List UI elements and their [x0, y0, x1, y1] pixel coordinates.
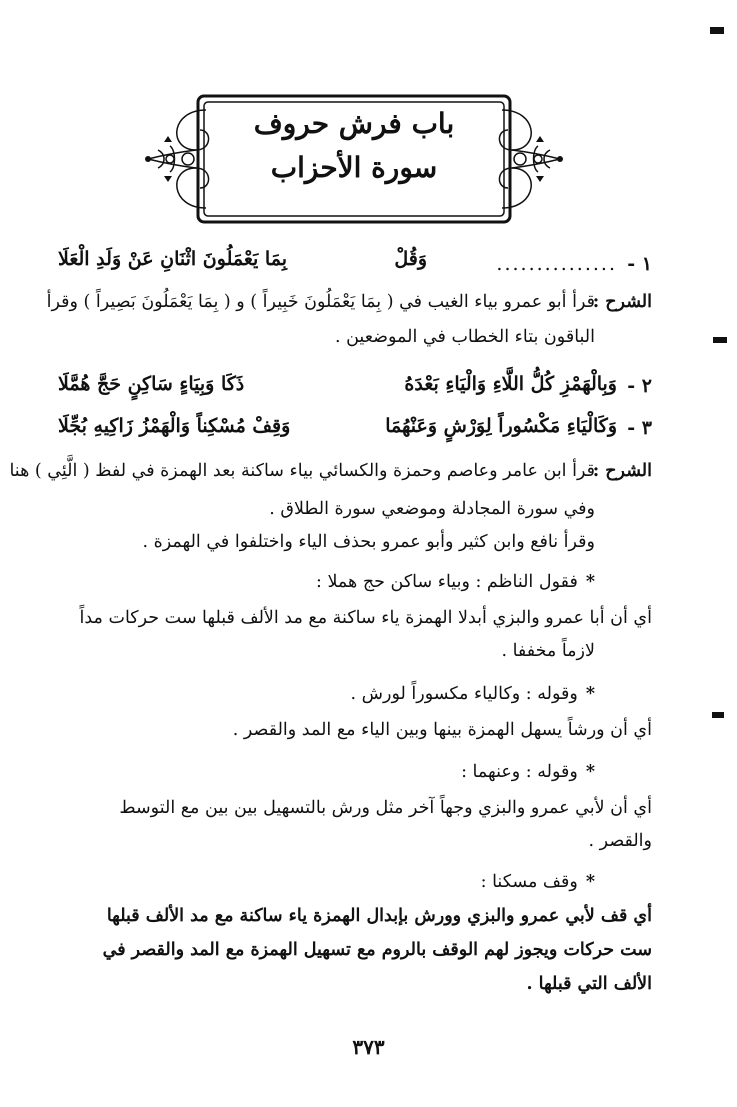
commentary-line: قرأ أبو عمرو بياء الغيب في ( بِمَا يَعْمَلُونَ خَبِيراً ) و ( بِمَا يَعْمَلُونَ بَصِيراً ) وقرأ: [46, 292, 595, 312]
bullet-star-icon: *: [585, 872, 595, 892]
note-heading: [351, 679, 595, 710]
verse-second-half: ذَكَا وَبِيَاءٍ سَاكِنٍ حَجَّ هُمَّلَا: [58, 373, 245, 395]
note-body-line: الألف التي قبلها .: [526, 974, 652, 994]
bullet-star-icon: *: [585, 572, 595, 592]
note-body-line: والقصر .: [588, 831, 652, 851]
edge-mark-top: [710, 27, 724, 34]
verse-number: ٣ -: [627, 417, 652, 439]
note-body-line: لازماً مخففا .: [501, 641, 595, 661]
verse-second-half: وَقِفْ مُسْكِناً وَالْهَمْزُ زَاكِيهِ بُجِّلَا: [58, 415, 291, 437]
edge-mark-middle: [713, 337, 727, 343]
verse-first-half: وَكَالْيَاءِ مَكْسُوراً لِوَرْشٍ وَعَنْهُمَا: [385, 415, 617, 437]
note-heading: [461, 757, 595, 788]
note-body-line: أي أن أبا عمرو والبزي أبدلا الهمزة ياء ساكنة مع مد الألف قبلها ست حركات مداً: [79, 608, 652, 628]
bullet-star-icon: *: [585, 684, 595, 704]
commentary-line: وقرأ نافع وابن كثير وأبو عمرو بحذف الياء واختلفوا في الهمزة .: [142, 532, 595, 552]
note-body-line: أي قف لأبي عمرو والبزي وورش بإبدال الهمزة ياء ساكنة مع مد الألف قبلها: [106, 906, 652, 926]
note-heading-text: وقوله : وعنهما :: [461, 762, 578, 782]
commentary-line: قرأ ابن عامر وعاصم وحمزة والكسائي بياء ساكنة بعد الهمزة في لفظ ( الَّئِي ) هنا: [9, 461, 595, 481]
note-body-line: أي أن لأبي عمرو والبزي وجهاً آخر مثل ورش بالتسهيل بين بين مع التوسط: [119, 798, 652, 818]
commentary-label: الشرح :: [592, 461, 652, 481]
note-heading-text: وقوله : وكالياء مكسوراً لورش .: [350, 684, 578, 704]
note-heading-text: وقف مسكنا :: [480, 872, 578, 892]
chapter-title: [245, 102, 463, 190]
note-heading: [481, 867, 595, 898]
verse-number: ٢ -: [627, 375, 652, 397]
commentary-line: الباقون بتاء الخطاب في الموضعين .: [334, 327, 595, 347]
verse-first-half: وَقُلْ: [394, 248, 427, 270]
note-body-line: أي أن ورشاً يسهل الهمزة بينها وبين الياء مع المد والقصر .: [232, 720, 652, 740]
verse-first-half: وَبِالْهَمْزِ كُلُّ اللَّاءِ وَالْيَاءِ بَعْدَهُ: [404, 373, 617, 395]
note-body-line: ست حركات ويجوز لهم الوقف بالروم مع تسهيل الهمزة مع المد والقصر في: [102, 940, 652, 960]
verse-number: ١ -: [627, 253, 652, 275]
edge-mark-lower: [712, 712, 724, 718]
commentary-line: وفي سورة المجادلة وموضعي سورة الطلاق .: [269, 499, 595, 519]
note-heading: [316, 567, 595, 598]
commentary-label: الشرح :: [592, 292, 652, 312]
verse-second-half: بِمَا يَعْمَلُونَ اثْنَانِ عَنْ وَلَدِ الْعَلَا: [58, 248, 287, 270]
chapter-title-frame: [140, 90, 568, 228]
chapter-title-line1: باب فرش حروف: [253, 107, 455, 140]
note-heading-text: فقول الناظم : وبياء ساكن حج هملا :: [316, 572, 578, 592]
chapter-title-line2: سورة الأحزاب: [270, 151, 438, 184]
bullet-star-icon: *: [585, 762, 595, 782]
verse-dots: ...............: [496, 253, 617, 275]
page-number: ٣٧٣: [352, 1035, 385, 1059]
